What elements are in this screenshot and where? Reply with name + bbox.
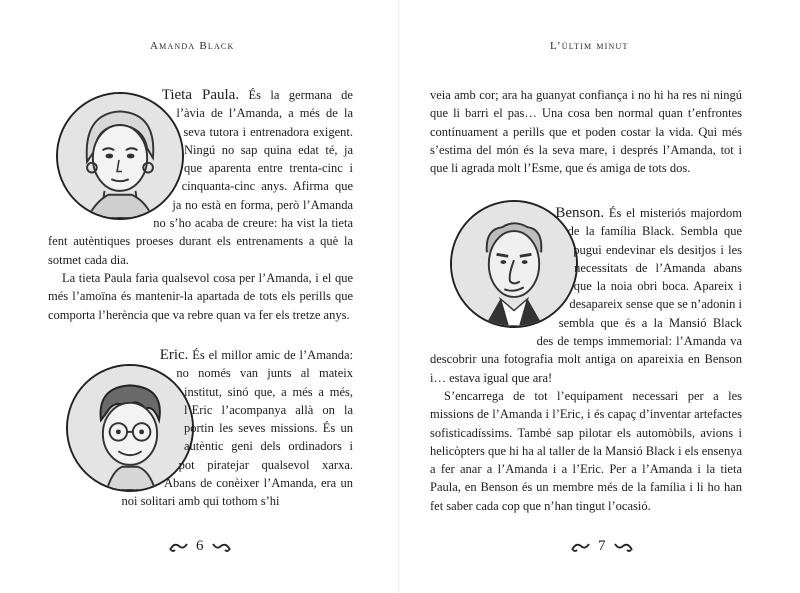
flourish-icon (210, 540, 232, 554)
entry-benson (430, 204, 742, 515)
folio-left (168, 538, 232, 555)
flourish-icon (612, 540, 634, 554)
folio-right (570, 538, 634, 555)
entry-body: S’encarrega de tot l’equipament necessari per a les missions de l’Amanda i l’Eric, i és capaç d’inventar artefactes sofisticadíssims. També sap pilotar els automòbils, avions i helicòpters que hi ha al taller de la Mansió Black i els ensenya a fer anar a l’Amanda i a l’Eric. Per a l’Amanda i la tieta Paula, en Benson és un membre més de la família i li ho han fet saber cada cop que n’han tingut l’ocasió. (430, 388, 742, 513)
entry-name: Benson. (555, 205, 605, 221)
right-page (400, 0, 800, 593)
entry-eric (48, 346, 353, 511)
page-number: 7 (598, 538, 606, 554)
flourish-icon (168, 540, 190, 554)
page-number: 6 (196, 538, 204, 554)
running-head-right: L’últim minut (550, 40, 629, 52)
entry-body: És el millor amic de l’Amanda: no només van junts al mateix institut, sinó que, a més a més, l’Eric l’acompanya allà on la portin les seves missions. És un autèntic geni dels ordinadors i pot piratejar qualsevol xarxa. Abans de conèixer l’Amanda, era un noi solitari amb qui tothom s’hi (121, 348, 353, 509)
flourish-icon (570, 540, 592, 554)
continuation-text: veia amb cor; ara ha guanyat confiança i no hi ha res ni ningú que li barri el pas… Una cosa ben normal quan t’enfrontes contínuament a perills que et poden costar la vida. Qui més s’estima del món és la seva mare, i després l’Amanda, tot i que li agrada molt l’Esme, que és amiga de tots dos. (430, 88, 742, 176)
entry-body: És el misteriós majordom de la família Black. Sembla que pugui endevinar els desitjos i les necessitats de l’Amanda abans que la noia obri boca. Apareix i desapareix sense que se n’adonin i sembla que és a la Mansió Black des de temps immemorial: l’Amanda va descobrir una fotografia molt antiga on apareixia en Benson i… estava igual que ara! (430, 206, 743, 385)
entry-body: És la germana de l’àvia de l’Amanda, a més de la seva tutora i entrenadora exigent. Ningú no sap quina edat té, ja que aparenta entre trenta-cinc i cinquanta-cinc anys. Afirma que ja no està en forma, però l’Amanda no s’ho acaba de creure: ha vist la tieta fent autèntiques proeses durant els entrenaments a què la sotmet cada dia. (48, 88, 353, 267)
entry-name: Tieta Paula. (161, 87, 240, 103)
running-head-left: Amanda Black (150, 40, 235, 52)
entry-aunt-paula (48, 86, 353, 324)
entry-name: Eric. (159, 347, 189, 363)
entry-body: La tieta Paula faria qualsevol cosa per l’Amanda, i el que més l’amoïna és mantenir-la apartada de tots els perills que comporta l’herència que va rebre quan va fer els tretze anys. (48, 270, 353, 322)
